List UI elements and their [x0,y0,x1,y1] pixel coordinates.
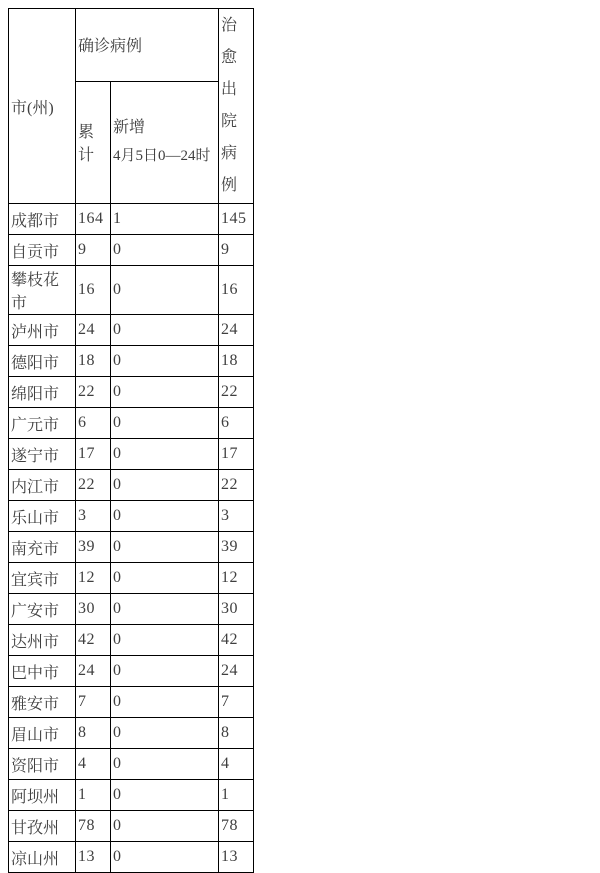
cell-cured: 78 [219,811,254,842]
table-row [9,749,254,780]
cell-cumulative: 17 [76,439,111,470]
cell-cumulative: 24 [76,315,111,346]
cell-cured: 39 [219,532,254,563]
cell-city: 攀枝花市 [9,266,76,315]
header-row-top [9,9,254,82]
cell-cured: 12 [219,563,254,594]
cell-cumulative: 42 [76,625,111,656]
cell-cured: 16 [219,266,254,315]
cell-cumulative: 22 [76,470,111,501]
cell-cured: 18 [219,346,254,377]
cell-new: 0 [111,315,219,346]
cell-city: 内江市 [9,470,76,501]
table-row [9,377,254,408]
table-row [9,625,254,656]
cell-city: 眉山市 [9,718,76,749]
cell-cumulative: 22 [76,377,111,408]
table-row [9,594,254,625]
cell-cumulative: 30 [76,594,111,625]
cell-cured: 22 [219,470,254,501]
cell-cumulative: 18 [76,346,111,377]
header-cured-line2: 出院 [221,81,238,130]
cell-cumulative: 16 [76,266,111,315]
table-row [9,842,254,873]
table-row [9,470,254,501]
cell-cumulative: 4 [76,749,111,780]
cell-new: 0 [111,842,219,873]
header-confirmed-group: 确诊病例 [76,9,219,82]
cell-cured: 30 [219,594,254,625]
header-cured-line3: 病例 [221,145,238,194]
table-row [9,204,254,235]
cell-cured: 3 [219,501,254,532]
table-row [9,408,254,439]
table-row [9,501,254,532]
header-new-line1: 新增 [113,119,146,137]
table-header [9,9,254,204]
table-row [9,266,254,315]
cell-cured: 9 [219,235,254,266]
cell-cured: 24 [219,315,254,346]
header-new [111,81,219,203]
cell-city: 广安市 [9,594,76,625]
cell-city: 乐山市 [9,501,76,532]
header-cured-line1: 治愈 [221,17,238,66]
cell-new: 1 [111,204,219,235]
table-row [9,235,254,266]
cell-cured: 145 [219,204,254,235]
cell-cured: 22 [219,377,254,408]
cell-cumulative: 6 [76,408,111,439]
cell-new: 0 [111,780,219,811]
cell-city: 雅安市 [9,687,76,718]
cell-new: 0 [111,501,219,532]
cell-cumulative: 9 [76,235,111,266]
cell-city: 成都市 [9,204,76,235]
cell-cured: 17 [219,439,254,470]
cell-cured: 24 [219,656,254,687]
covid-cases-table [8,8,254,873]
cell-cumulative: 13 [76,842,111,873]
cell-new: 0 [111,811,219,842]
table-row [9,656,254,687]
cell-cumulative: 1 [76,780,111,811]
table-row [9,780,254,811]
cell-new: 0 [111,594,219,625]
cell-city: 达州市 [9,625,76,656]
cell-cured: 8 [219,718,254,749]
table-row [9,687,254,718]
cell-city: 凉山州 [9,842,76,873]
cell-cured: 13 [219,842,254,873]
cell-new: 0 [111,266,219,315]
cell-new: 0 [111,718,219,749]
cell-cumulative: 3 [76,501,111,532]
table-row [9,315,254,346]
table-row [9,532,254,563]
cell-new: 0 [111,439,219,470]
table-row [9,346,254,377]
cell-city: 南充市 [9,532,76,563]
cell-city: 阿坝州 [9,780,76,811]
table-row [9,439,254,470]
table-row [9,563,254,594]
cell-new: 0 [111,532,219,563]
cell-city: 泸州市 [9,315,76,346]
cell-cumulative: 8 [76,718,111,749]
cell-new: 0 [111,749,219,780]
cell-new: 0 [111,687,219,718]
header-city: 市(州) [9,9,76,204]
cell-city: 德阳市 [9,346,76,377]
cell-cumulative: 24 [76,656,111,687]
cell-new: 0 [111,346,219,377]
header-cumulative: 累计 [76,81,111,203]
cell-city: 宜宾市 [9,563,76,594]
cell-new: 0 [111,377,219,408]
cell-cumulative: 78 [76,811,111,842]
cell-cured: 42 [219,625,254,656]
cell-city: 资阳市 [9,749,76,780]
table-body [9,204,254,873]
cell-city: 自贡市 [9,235,76,266]
cell-cumulative: 39 [76,532,111,563]
cell-cured: 6 [219,408,254,439]
cell-city: 遂宁市 [9,439,76,470]
cell-cumulative: 164 [76,204,111,235]
cell-new: 0 [111,625,219,656]
cell-cured: 1 [219,780,254,811]
cell-new: 0 [111,408,219,439]
cell-cured: 4 [219,749,254,780]
cell-city: 巴中市 [9,656,76,687]
table-row [9,718,254,749]
cell-city: 绵阳市 [9,377,76,408]
header-new-line2: 4月5日0—24时 [113,148,211,165]
cell-city: 广元市 [9,408,76,439]
cell-cumulative: 7 [76,687,111,718]
cell-cured: 7 [219,687,254,718]
cell-cumulative: 12 [76,563,111,594]
cell-new: 0 [111,563,219,594]
cell-city: 甘孜州 [9,811,76,842]
header-cured [219,9,254,204]
cell-new: 0 [111,235,219,266]
cell-new: 0 [111,656,219,687]
cell-new: 0 [111,470,219,501]
table-row [9,811,254,842]
